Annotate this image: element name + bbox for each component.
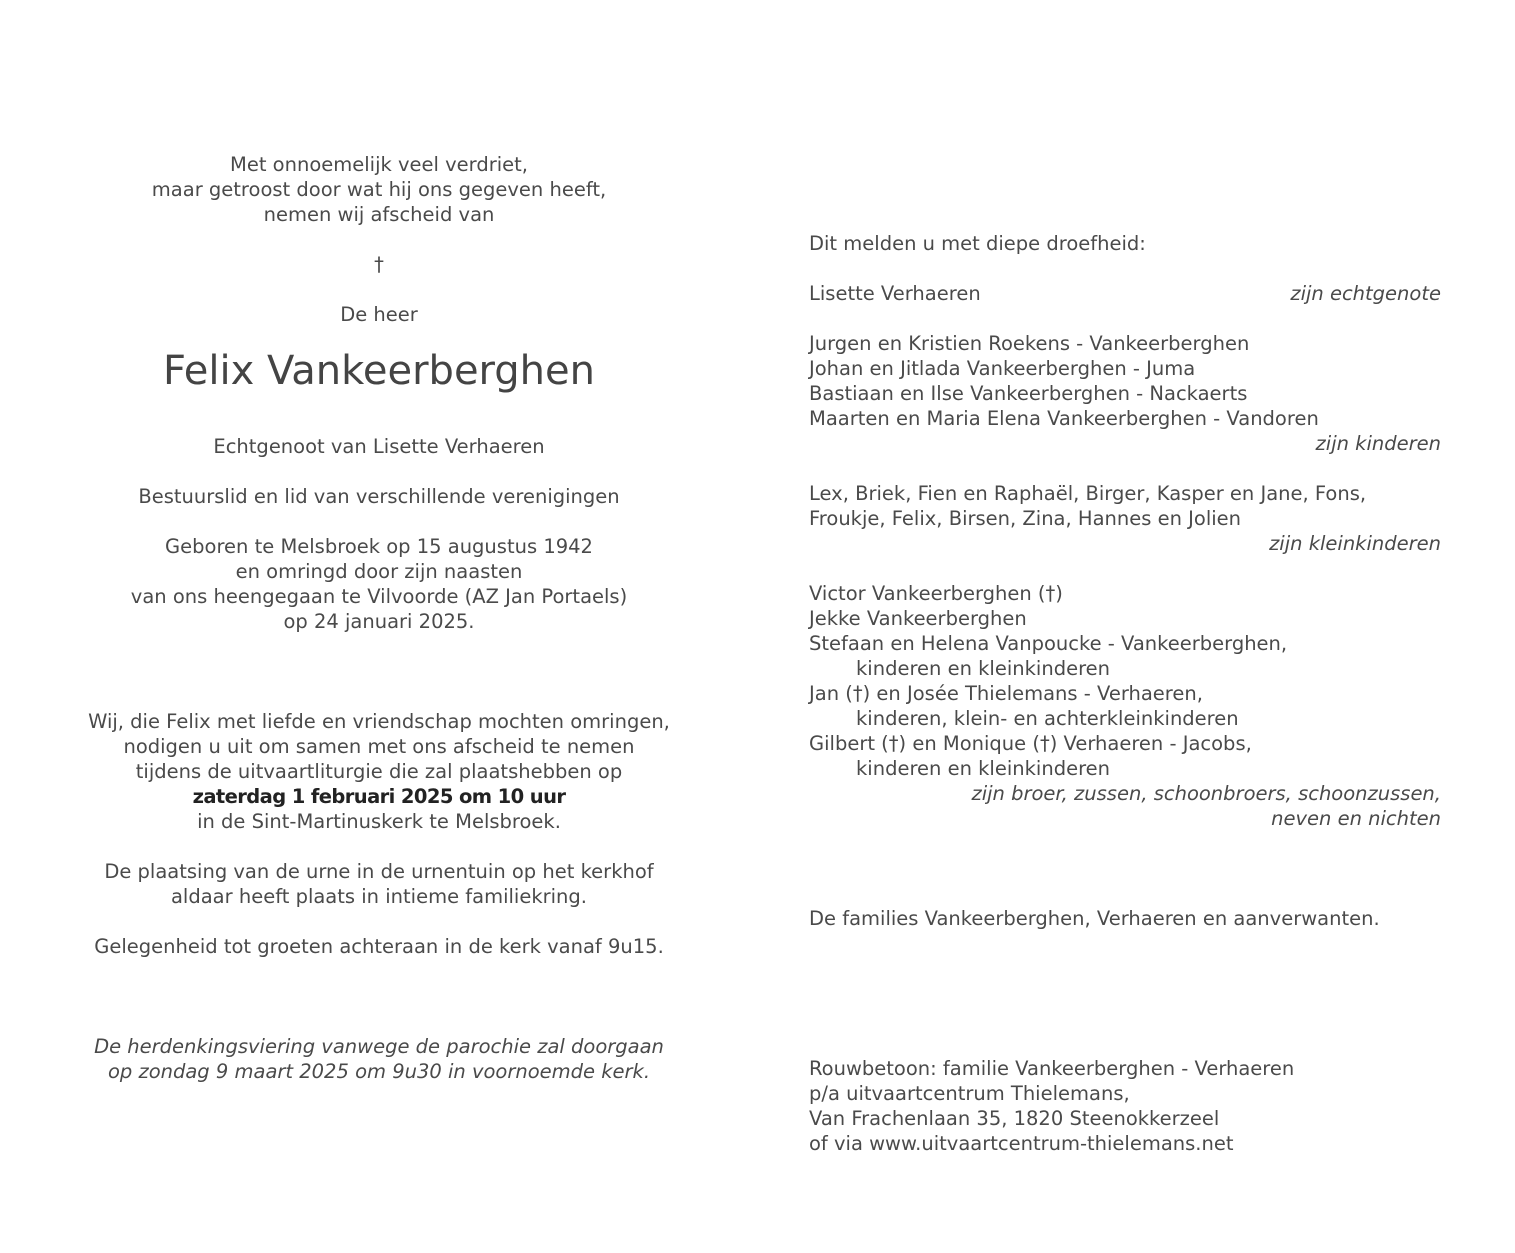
urn-text: De plaatsing van de urne in de urnentuin op het kerkhof aldaar heeft plaats in intieme familiekring. — [104, 860, 654, 908]
list-item: Gilbert (†) en Monique (†) Verhaeren - Jacobs, — [809, 732, 1252, 755]
siblings-list — [809, 581, 1441, 781]
intro-text: Met onnoemelijk veel verdriet, maar getroost door wat hij ons gegeven heeft, nemen wij afscheid van — [151, 153, 607, 226]
address-block: Rouwbetoon: familie Vankeerberghen - Verhaeren p/a uitvaartcentrum Thielemans, Van Frachenlaan 35, 1820 Steenokkerzeel of via www.uitvaartcentrum-thielemans.net — [809, 1057, 1295, 1155]
role-text: Bestuurslid en lid van verschillende verenigingen — [138, 485, 620, 508]
deceased-name: Felix Vankeerberghen — [162, 348, 595, 394]
list-item: kinderen en kleinkinderen — [856, 757, 1111, 780]
title-text: De heer — [340, 303, 418, 326]
left-page — [60, 152, 698, 1084]
list-item: Jan (†) en Josée Thielemans - Verhaeren, — [809, 682, 1203, 705]
children-list — [809, 331, 1441, 431]
grandchildren-list: Lex, Briek, Fien en Raphaël, Birger, Kasper en Jane, Fons, Froukje, Felix, Birsen, Zina, Hannes en Jolien — [809, 482, 1367, 530]
greeting-text: Gelegenheid tot groeten achteraan in de kerk vanaf 9u15. — [94, 935, 664, 958]
spouse-name: Lisette Verhaeren — [809, 282, 981, 305]
right-page — [809, 231, 1441, 1156]
grandchildren-role: zijn kleinkinderen — [1269, 532, 1441, 555]
memorial-text: De herdenkingsviering vanwege de parochie zal doorgaan op zondag 9 maart 2025 om 9u30 in voornoemde kerk. — [94, 1035, 664, 1083]
spouse-row — [809, 281, 1441, 306]
siblings-role: zijn broer, zussen, schoonbroers, schoonzussen, neven en nichten — [971, 782, 1441, 830]
families-text: De families Vankeerberghen, Verhaeren en aanverwanten. — [809, 907, 1380, 930]
list-item: Maarten en Maria Elena Vankeerberghen - Vandoren — [809, 407, 1319, 430]
invite-date: zaterdag 1 februari 2025 om 10 uur — [192, 785, 566, 808]
list-item: Victor Vankeerberghen (†) — [809, 582, 1063, 605]
spouse-text: Echtgenoot van Lisette Verhaeren — [213, 435, 545, 458]
list-item: Johan en Jitlada Vankeerberghen - Juma — [809, 357, 1196, 380]
invite-place: in de Sint-Martinuskerk te Melsbroek. — [197, 810, 561, 833]
list-item: Bastiaan en Ilse Vankeerberghen - Nackaerts — [809, 382, 1248, 405]
spouse-role: zijn echtgenote — [1290, 282, 1441, 305]
list-item: kinderen en kleinkinderen — [856, 657, 1111, 680]
cross-icon: † — [374, 253, 384, 276]
list-item: Stefaan en Helena Vanpoucke - Vankeerberghen, — [809, 632, 1288, 655]
announce-text: Dit melden u met diepe droefheid: — [809, 232, 1146, 255]
list-item: Jekke Vankeerberghen — [809, 607, 1027, 630]
list-item: Jurgen en Kristien Roekens - Vankeerberghen — [809, 332, 1250, 355]
birth-text: Geboren te Melsbroek op 15 augustus 1942 en omringd door zijn naasten van ons heengegaan te Vilvoorde (AZ Jan Portaels) op 24 januari 2025. — [130, 535, 628, 633]
children-role: zijn kinderen — [1315, 432, 1441, 455]
list-item: kinderen, klein- en achterkleinkinderen — [856, 707, 1239, 730]
invite-text: Wij, die Felix met liefde en vriendschap mochten omringen, nodigen u uit om samen met ons afscheid te nemen tijdens de uitvaartliturgie die zal plaatshebben op zaterdag 1 februari 2025 om 10 uur in de Sint-Martinuskerk te Melsbroek. — [60, 709, 698, 834]
